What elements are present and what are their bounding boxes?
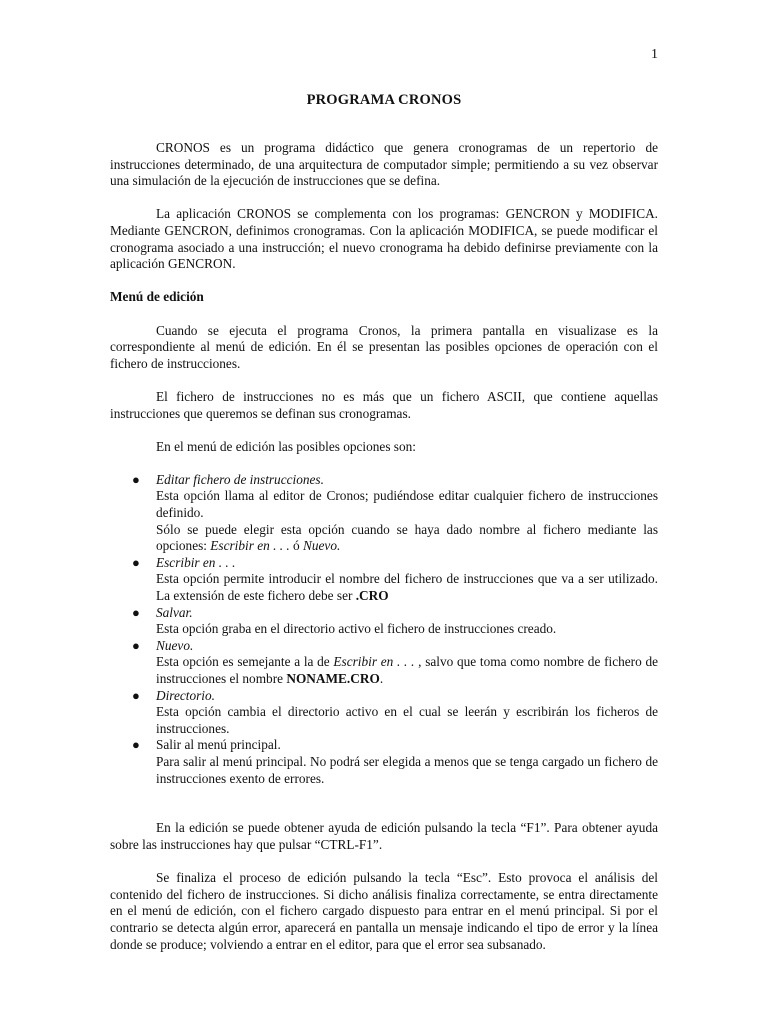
bullet-icon: ●: [132, 471, 140, 487]
section-heading: Menú de edición: [110, 289, 204, 305]
intro-paragraph-2: La aplicación CRONOS se complementa con los programas: GENCRON y MODIFICA. Mediante GENCRON, definimos cronogramas. Con la aplicación MODIFICA, se puede modificar el cronograma asociado a una instrucción; el nuevo cronograma ha debido definirse previamente con la aplicación GENCRON.: [110, 206, 658, 272]
end-paragraph: Se finaliza el proceso de edición pulsando la tecla “Esc”. Esto provoca el análisis del contenido del fichero de instrucciones. Si dicho análisis finaliza correctamente, se entra directamente en el menú de edición, con el fichero cargado dispuesto para entrar en el menú principal. Si por el contrario se detecta algún error, aparecerá en pantalla un mensaje indicando el tipo de error y la línea donde se produce; volviendo a entrar en el editor, para que el error sea subsanado.: [110, 870, 658, 952]
list-item: [110, 638, 658, 688]
option-title: Editar fichero de instrucciones.: [156, 471, 324, 487]
bullet-icon: ●: [132, 687, 140, 703]
bullet-icon: ●: [132, 637, 140, 653]
list-item: [110, 688, 658, 738]
list-item: [110, 737, 658, 787]
list-item: [110, 555, 658, 605]
option-description: Esta opción llama al editor de Cronos; pudiéndose editar cualquier fichero de instrucciones definido.: [156, 488, 658, 521]
option-description: Esta opción permite introducir el nombre del fichero de instrucciones que va a ser utilizado. La extensión de este fichero debe ser .CRO: [156, 571, 658, 604]
option-description-2: Sólo se puede elegir esta opción cuando se haya dado nombre al fichero mediante las opciones: Escribir en . . . ó Nuevo.: [156, 521, 658, 554]
option-title: Nuevo.: [156, 637, 194, 653]
option-description: Esta opción cambia el directorio activo en el cual se leerán y escribirán los ficheros de instrucciones.: [156, 704, 658, 736]
document-title: PROGRAMA CRONOS: [306, 92, 462, 108]
bullet-icon: ●: [132, 737, 140, 753]
list-item: [110, 605, 658, 638]
list-item: [110, 472, 658, 555]
option-title: Directorio.: [156, 687, 215, 703]
menu-paragraph-2: El fichero de instrucciones no es más que un fichero ASCII, que contiene aquellas instrucciones que queremos se definan sus cronogramas.: [110, 388, 658, 421]
bullet-icon: ●: [132, 604, 140, 620]
page-number: 1: [651, 47, 658, 62]
document-body: [110, 140, 658, 953]
option-title: Salir al menú principal.: [156, 737, 281, 753]
option-description: Esta opción graba en el directorio activo el fichero de instrucciones creado.: [156, 621, 557, 637]
option-description: Para salir al menú principal. No podrá ser elegida a menos que se tenga cargado un fichero de instrucciones exento de errores.: [156, 753, 658, 786]
option-title: Escribir en . . .: [156, 554, 236, 570]
menu-paragraph-3: En el menú de edición las posibles opciones son:: [156, 438, 416, 454]
option-title: Salvar.: [156, 604, 193, 620]
intro-paragraph-1: CRONOS es un programa didáctico que genera cronogramas de un repertorio de instrucciones determinado, de una arquitectura de computador simple; permitiendo a su vez observar una simulación de la ejecución de instrucciones que se defina.: [110, 140, 658, 189]
help-paragraph: En la edición se puede obtener ayuda de edición pulsando la tecla “F1”. Para obtener ayuda sobre las instrucciones hay que pulsar “CTRL-F1”.: [110, 820, 658, 852]
menu-paragraph-1: Cuando se ejecuta el programa Cronos, la primera pantalla en visualizase es la correspondiente al menú de edición. En él se presentan las posibles opciones de operación con el fichero de instrucciones.: [110, 322, 658, 371]
bullet-icon: ●: [132, 554, 140, 570]
option-description: Esta opción es semejante a la de Escribir en . . . , salvo que toma como nombre de fichero de instrucciones el nombre NONAME.CRO.: [156, 654, 658, 686]
options-list: [110, 472, 658, 787]
